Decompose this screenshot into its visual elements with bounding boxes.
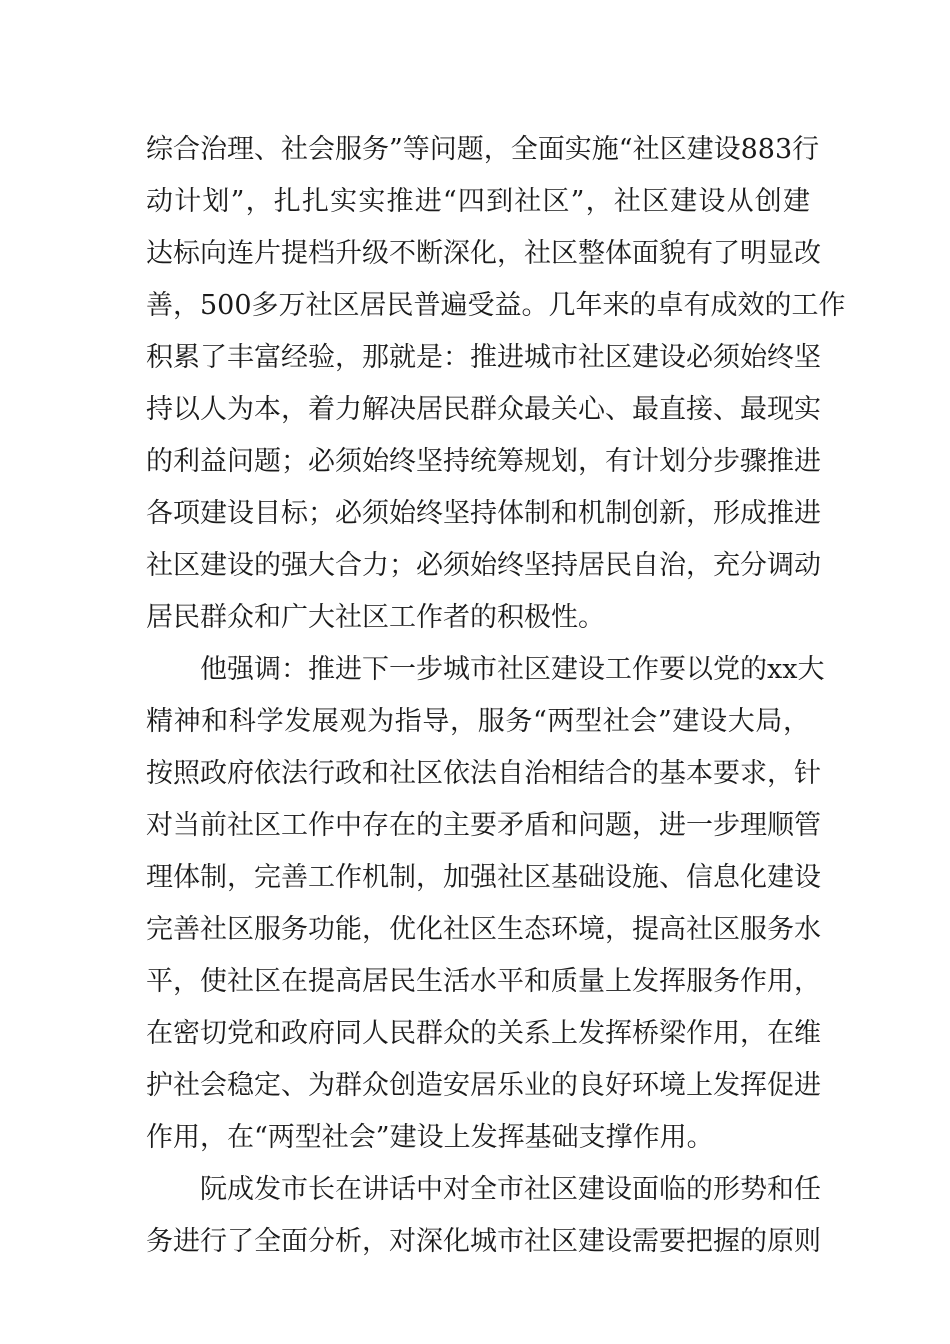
paragraph-2 xyxy=(146,644,825,1164)
text-line: 综合治理、社会服务”等问题，全面实施“社区建设883行 xyxy=(146,134,820,165)
text-line: 积累了丰富经验，那就是：推进城市社区建设必须始终坚 xyxy=(146,342,821,373)
text-line: 平，使社区在提高居民生活水平和质量上发挥服务作用， xyxy=(146,966,821,997)
text-line: 对当前社区工作中存在的主要矛盾和问题，进一步理顺管 xyxy=(146,810,821,841)
text-line: 社区建设的强大合力；必须始终坚持居民自治，充分调动 xyxy=(146,550,821,581)
text-line: 护社会稳定、为群众创造安居乐业的良好环境上发挥促进 xyxy=(146,1070,821,1101)
paragraph-3 xyxy=(146,1164,821,1268)
text-line: 精神和科学发展观为指导，服务“两型社会”建设大局， xyxy=(146,706,810,737)
text-line: 按照政府依法行政和社区依法自治相结合的基本要求，针 xyxy=(146,758,821,789)
text-line: 居民群众和广大社区工作者的积极性。 xyxy=(146,602,605,633)
text-line: 作用，在“两型社会”建设上发挥基础支撑作用。 xyxy=(146,1122,714,1153)
paragraph-1 xyxy=(146,124,846,644)
text-line: 在密切党和政府同人民群众的关系上发挥桥梁作用，在维 xyxy=(146,1018,821,1049)
text-line: 动计划”，扎扎实实推进“四到社区”，社区建设从创建 xyxy=(146,186,810,217)
text-line: 持以人为本，着力解决居民群众最关心、最直接、最现实 xyxy=(146,394,821,425)
text-line: 完善社区服务功能，优化社区生态环境，提高社区服务水 xyxy=(146,914,821,945)
text-line: 务进行了全面分析，对深化城市社区建设需要把握的原则 xyxy=(146,1226,821,1257)
text-line: 他强调：推进下一步城市社区建设工作要以党的xx大 xyxy=(200,654,825,685)
text-line: 达标向连片提档升级不断深化，社区整体面貌有了明显改 xyxy=(146,238,821,269)
document-body xyxy=(146,124,846,1268)
text-line: 理体制，完善工作机制，加强社区基础设施、信息化建设 xyxy=(146,862,821,893)
text-line: 阮成发市长在讲话中对全市社区建设面临的形势和任 xyxy=(200,1174,821,1205)
text-line: 善，500多万社区居民普遍受益。几年来的卓有成效的工作 xyxy=(146,290,846,321)
text-line: 各项建设目标；必须始终坚持体制和机制创新，形成推进 xyxy=(146,498,821,529)
text-line: 的利益问题；必须始终坚持统筹规划，有计划分步骤推进 xyxy=(146,446,821,477)
